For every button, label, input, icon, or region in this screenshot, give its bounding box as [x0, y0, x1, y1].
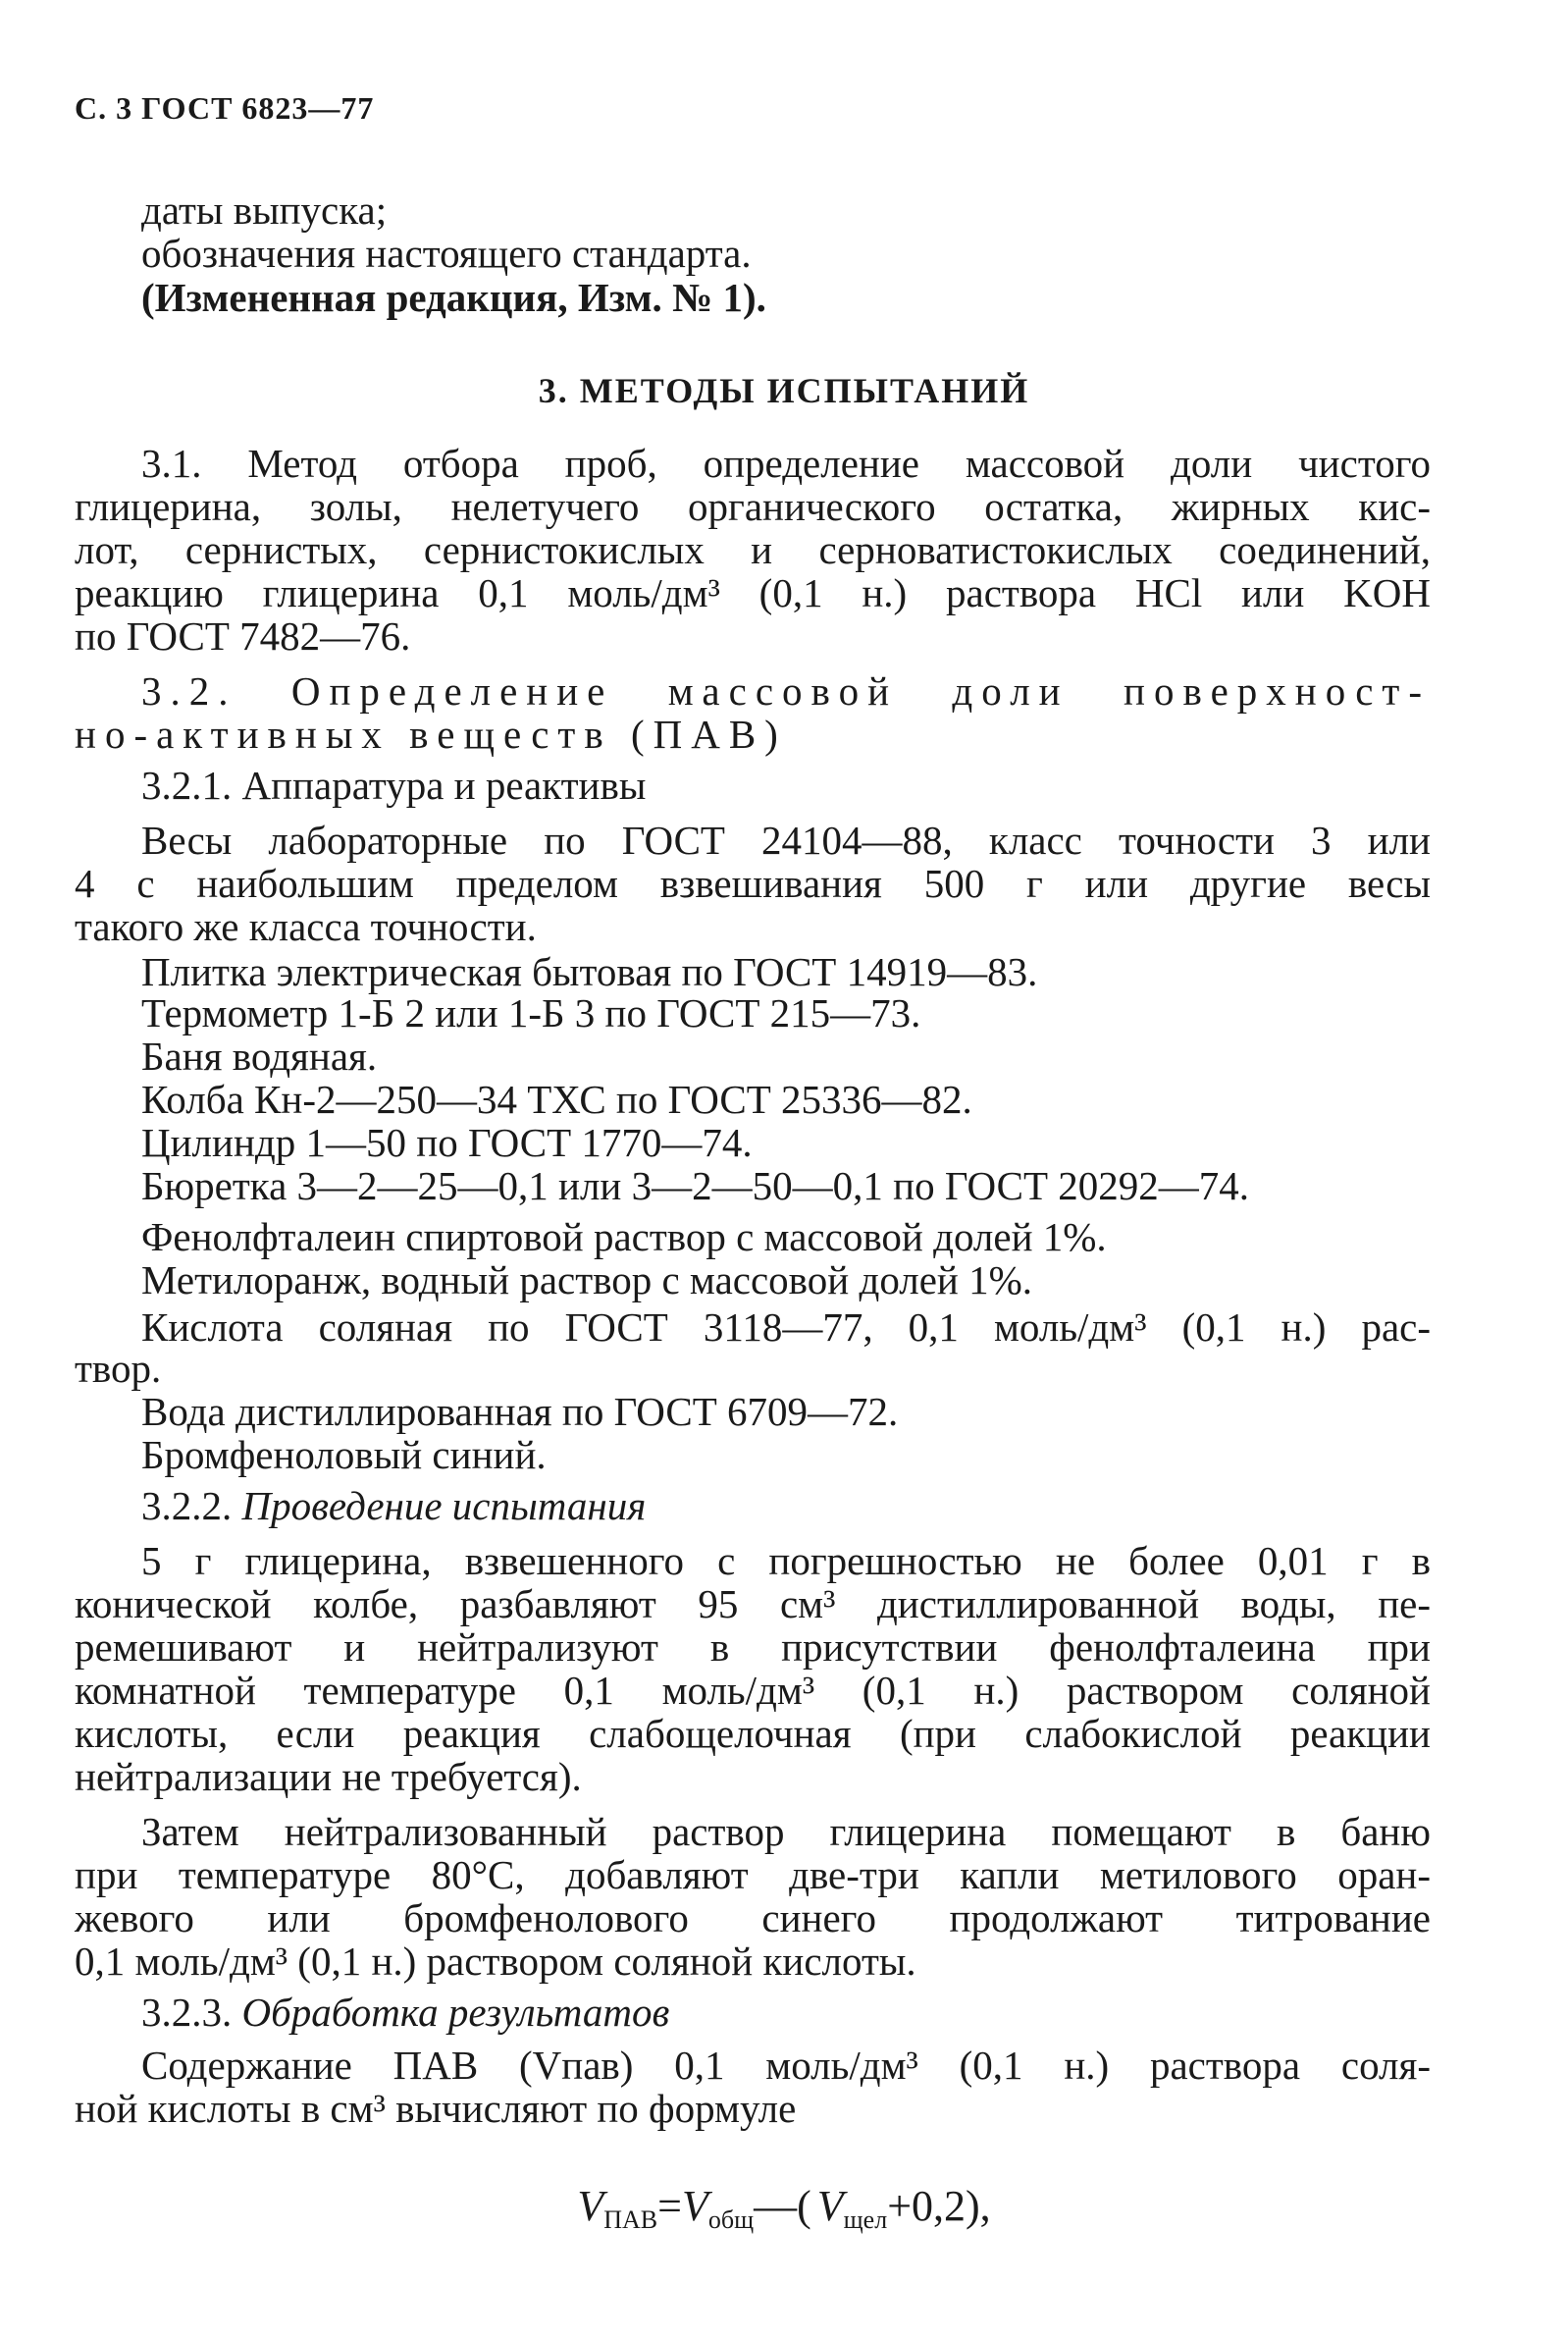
- paragraph-line: реакцию глицерина 0,1 моль/дм³ (0,1 н.) раствора HCl или KOH: [75, 570, 1431, 615]
- formula-op: =: [657, 2182, 682, 2230]
- formula-sub: щел: [843, 2205, 888, 2234]
- paragraph-line: нейтрализации не требуется).: [75, 1754, 582, 1799]
- equipment-item: Плитка электрическая бытовая по ГОСТ 14919—83.: [141, 949, 1038, 994]
- subsection-title: 3.2.1. Аппаратура и реактивы: [141, 763, 647, 808]
- equipment-item: Баня водяная.: [141, 1034, 378, 1079]
- formula-var: V: [816, 2182, 844, 2230]
- subsection-number: 3.2.3.: [141, 1990, 233, 2035]
- intro-line: обозначения настоящего стандарта.: [141, 231, 752, 276]
- subsection-heading: но-активных веществ (ПАВ): [75, 712, 787, 757]
- paragraph-line: 0,1 моль/дм³ (0,1 н.) раствором соляной кислоты.: [75, 1939, 916, 1984]
- formula-var: V: [577, 2182, 604, 2230]
- subsection-title-text: Обработка результатов: [241, 1990, 670, 2035]
- paragraph-line: Весы лабораторные по ГОСТ 24104—88, класс точности 3 или: [141, 818, 1431, 863]
- amendment-note: (Измененная редакция, Изм. № 1).: [141, 275, 766, 320]
- formula-sub: общ: [707, 2205, 755, 2234]
- equipment-item: Термометр 1-Б 2 или 1-Б 3 по ГОСТ 215—73.: [141, 990, 921, 1036]
- equipment-item: Бюретка 3—2—25—0,1 или 3—2—50—0,1 по ГОСТ 20292—74.: [141, 1163, 1250, 1208]
- section-title: 3. МЕТОДЫ ИСПЫТАНИЙ: [538, 371, 1030, 410]
- paragraph-line: 3.1. Метод отбора проб, определение массовой доли чистого: [141, 441, 1431, 486]
- paragraph-line: при температуре 80°С, добавляют две-три капли метилового оран-: [75, 1852, 1431, 1897]
- intro-line: даты выпуска;: [141, 187, 388, 233]
- running-header: С. 3 ГОСТ 6823—77: [75, 90, 375, 126]
- paragraph-line: 5 г глицерина, взвешенного с погрешностью не более 0,01 г в: [141, 1538, 1431, 1583]
- paragraph-line: жевого или бромфенолового синего продолжают титрование: [75, 1895, 1431, 1940]
- subsection-title: [141, 1483, 647, 1528]
- subsection-number: 3.2.2.: [141, 1483, 233, 1528]
- equipment-item: Цилиндр 1—50 по ГОСТ 1770—74.: [141, 1120, 753, 1165]
- paragraph-line: Содержание ПАВ (Vпав) 0,1 моль/дм³ (0,1 н.) раствора соля-: [141, 2043, 1431, 2088]
- paragraph-line: конической колбе, разбавляют 95 см³ дистиллированной воды, пе-: [75, 1581, 1431, 1626]
- equipment-item: Колба Кн-2—250—34 ТХС по ГОСТ 25336—82.: [141, 1077, 972, 1122]
- paragraph-line: по ГОСТ 7482—76.: [75, 613, 411, 659]
- paragraph-line: комнатной температуре 0,1 моль/дм³ (0,1 н.) раствором соляной: [75, 1668, 1431, 1713]
- paragraph-line: кислоты, если реакция слабощелочная (при слабокислой реакции: [75, 1711, 1431, 1756]
- equipment-item: Метилоранж, водный раствор с массовой долей 1%.: [141, 1257, 1033, 1302]
- equipment-item: Бромфеноловый синий.: [141, 1432, 547, 1477]
- paragraph-line: ремешивают и нейтрализуют в присутствии фенолфталеина при: [75, 1624, 1431, 1670]
- formula-op: +0,2),: [887, 2182, 991, 2230]
- paragraph-line: 4 с наибольшим пределом взвешивания 500 г или другие весы: [75, 861, 1431, 906]
- formula-sub: ПАВ: [603, 2205, 658, 2234]
- subsection-title-text: Проведение испытания: [241, 1483, 647, 1528]
- paragraph-line: такого же класса точности.: [75, 904, 537, 949]
- paragraph-line: глицерина, золы, нелетучего органического остатка, жирных кис-: [75, 484, 1431, 529]
- subsection-title: [141, 1992, 669, 2033]
- equipment-item: Вода дистиллированная по ГОСТ 6709—72.: [141, 1389, 899, 1434]
- equipment-item: Фенолфталеин спиртовой раствор с массовой долей 1%.: [141, 1214, 1107, 1259]
- paragraph-line: твор.: [75, 1346, 162, 1391]
- formula-op: —(: [754, 2182, 811, 2230]
- paragraph-line: Кислота соляная по ГОСТ 3118—77, 0,1 моль/дм³ (0,1 н.) рас-: [141, 1304, 1431, 1350]
- paragraph-line: Затем нейтрализованный раствор глицерина помещают в баню: [141, 1809, 1431, 1854]
- formula-var: V: [681, 2182, 708, 2230]
- paragraph-line: ной кислоты в см³ вычисляют по формуле: [75, 2086, 797, 2131]
- subsection-heading: 3.2. Определение массовой доли поверхност-: [141, 668, 1431, 714]
- paragraph-line: лот, сернистых, сернистокислых и серноватистокислых соединений,: [75, 527, 1431, 572]
- formula: [0, 2181, 1568, 2235]
